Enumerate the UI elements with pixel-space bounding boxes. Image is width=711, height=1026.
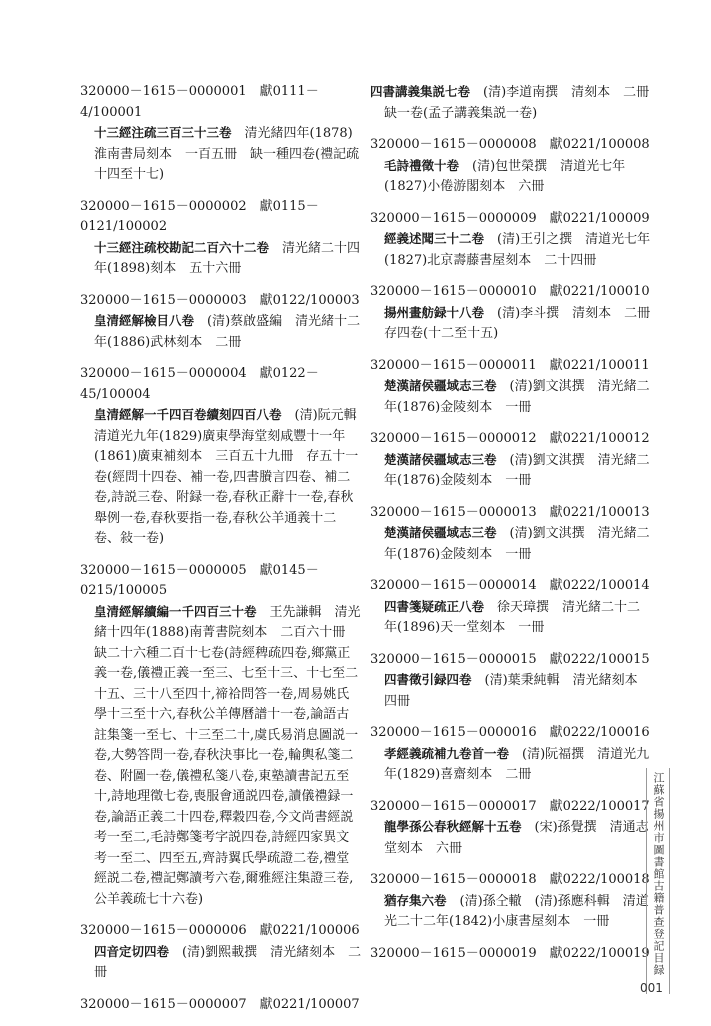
catalog-entry bbox=[80, 197, 362, 280]
entry-title: 四音定切四卷 bbox=[94, 943, 170, 959]
entry-description: 徐天璋撰 清光緒二十二年(1896)天一堂刻本 一冊 bbox=[384, 599, 641, 635]
entry-title: 楚漢諸侯疆域志三卷 bbox=[384, 525, 497, 540]
catalog-entry bbox=[370, 650, 652, 713]
entry-code: 320000－1615－0000002 獻0115－0121/100002 bbox=[80, 198, 319, 234]
entry-description: (清)劉文淇撰 清光緒二年(1876)金陵刻本 一冊 bbox=[384, 452, 650, 488]
catalog-entry bbox=[370, 944, 652, 965]
entry-code: 320000－1615－0000014 獻0222/100014 bbox=[370, 578, 650, 593]
entry-code: 320000－1615－0000011 獻0221/100011 bbox=[370, 357, 650, 373]
entry-code: 320000－1615－0000013 獻0221/100013 bbox=[370, 504, 650, 520]
catalog-entry bbox=[370, 209, 652, 272]
catalog-entry bbox=[370, 82, 663, 124]
entry-code: 320000－1615－0000010 獻0221/100010 bbox=[370, 284, 650, 299]
side-title: 江蘇省揚州市圖書館古籍普查登記目録 bbox=[646, 768, 670, 994]
entry-title: 孝經義疏補九卷首一卷 bbox=[384, 745, 510, 761]
entry-code: 320000－1615－0000019 獻0222/100019 bbox=[370, 945, 650, 961]
entry-description: (清)李道南撰 清刻本 二冊 缺一卷(孟子講義集説一卷) bbox=[384, 85, 663, 121]
entry-title: 十三經注疏校勘記二百六十二卷 bbox=[94, 239, 270, 255]
catalog-entry bbox=[370, 576, 652, 639]
entry-description: 王先謙輯 清光緒十四年(1888)南菁書院刻本 二百六十冊 缺二十六種二百十七卷(詩經稗疏四卷,鄉黨正義一卷,儀禮正義一至三、七至十三、十七至二十五、三十八至四十,禘祫問答一卷,周易姚氏學十三至十六,春秋公羊傳曆譜十一卷,論語古註集箋一至七、十三至二十,虞氏易消息圖説一卷,大勢答問一卷,春秋決事比一卷,輪輿私箋二卷、附圖一卷,儀禮私箋八卷,東塾讀書記五至十,詩地理徵七卷,喪服會通説四卷,讀儀禮録一卷,論語正義二十四卷,釋穀四卷,今文尚書經説考一至二,毛詩鄭箋考字説四卷,詩經四家異文考一至二、四至五,齊詩翼氏學疏證二卷,禮堂經説二卷,禮記鄭讀考六卷,爾雅經注集證三卷,公羊義疏七十六卷) bbox=[94, 604, 361, 907]
entry-description: (清)阮福撰 清道光九年(1829)喜齋刻本 二冊 bbox=[384, 746, 650, 782]
entry-description: (清)葉秉純輯 清光緒刻本 四冊 bbox=[384, 673, 651, 709]
catalog-entry bbox=[370, 723, 652, 786]
catalog-entry bbox=[80, 82, 362, 186]
catalog-entry bbox=[370, 870, 652, 933]
entry-code: 320000－1615－0000004 獻0122－45/100004 bbox=[80, 366, 319, 402]
catalog-entry bbox=[370, 282, 664, 345]
catalog-entry bbox=[370, 429, 652, 492]
catalog-column-left bbox=[80, 82, 370, 1026]
catalog-entry bbox=[370, 135, 652, 198]
entry-description: (清)李斗撰 清刻本 二冊 存四卷(十二至十五) bbox=[384, 305, 664, 341]
entry-title: 皇清經解檢目八卷 bbox=[94, 313, 195, 328]
entry-title: 皇清經解續編一千四百三十卷 bbox=[94, 603, 257, 619]
entry-title: 經義述聞三十二卷 bbox=[384, 231, 485, 246]
page-number: 001 bbox=[640, 981, 663, 995]
entry-title: 十三經注疏三百三十三卷 bbox=[94, 125, 232, 140]
entry-description: (清)劉文淇撰 清光緒二年(1876)金陵刻本 一冊 bbox=[384, 379, 650, 415]
entry-code: 320000－1615－0000003 獻0122/100003 bbox=[80, 292, 360, 308]
catalog-entry bbox=[80, 995, 362, 1016]
catalog-entry bbox=[370, 797, 652, 860]
entry-description: (清)蔡啟盛編 清光緒十二年(1886)武林刻本 二冊 bbox=[94, 314, 361, 350]
entry-code: 320000－1615－0000018 獻0222/100018 bbox=[370, 872, 650, 887]
entry-code: 320000－1615－0000008 獻0221/100008 bbox=[370, 137, 650, 152]
entry-code: 320000－1615－0000006 獻0221/100006 bbox=[80, 923, 360, 938]
entry-description: (清)劉文淇撰 清光緒二年(1876)金陵刻本 一冊 bbox=[384, 526, 650, 562]
entry-title: 皇清經解一千四百卷續刻四百八卷 bbox=[94, 407, 282, 422]
entry-title: 龍學孫公春秋經解十五卷 bbox=[384, 819, 522, 834]
catalog-entry bbox=[80, 921, 362, 984]
entry-code: 320000－1615－0000007 獻0221/100007 bbox=[80, 996, 360, 1012]
catalog-entry bbox=[370, 503, 652, 566]
entry-title: 楚漢諸侯疆域志三卷 bbox=[384, 378, 497, 393]
side-title-band bbox=[644, 768, 670, 1004]
entry-code: 320000－1615－0000012 獻0221/100012 bbox=[370, 431, 650, 446]
watermark-glyph bbox=[648, 690, 670, 760]
entry-title: 毛詩禮徵十卷 bbox=[384, 157, 460, 173]
entry-description: 清光緒二十四年(1898)刻本 五十六冊 bbox=[94, 240, 361, 276]
entry-title: 四書箋疑疏正八卷 bbox=[384, 598, 485, 614]
entry-code: 320000－1615－0000017 獻0222/100017 bbox=[370, 798, 650, 814]
entry-description: 清光緒四年(1878)淮南書局刻本 一百五冊 缺一種四卷(禮記疏十四至十七) bbox=[94, 126, 360, 182]
entry-description: (清)劉熙載撰 清光緒刻本 二冊 bbox=[94, 944, 362, 980]
catalog-entry bbox=[370, 356, 652, 419]
entry-description: (清)孫仝轍 (清)孫應科輯 清道光二十二年(1842)小康書屋刻本 一冊 bbox=[384, 893, 649, 929]
catalog-entry bbox=[80, 561, 362, 911]
entry-code: 320000－1615－0000009 獻0221/100009 bbox=[370, 210, 650, 226]
entry-code: 320000－1615－0000015 獻0222/100015 bbox=[370, 651, 650, 667]
entry-code: 320000－1615－0000001 獻0111－4/100001 bbox=[80, 84, 319, 120]
entry-description: (宋)孫覺撰 清通志堂刻本 六冊 bbox=[384, 820, 649, 856]
catalog-entry bbox=[80, 291, 362, 354]
entry-description: (清)王引之撰 清道光七年(1827)北京壽藤書屋刻本 二十四冊 bbox=[384, 232, 651, 268]
entry-title: 揚州畫舫録十八卷 bbox=[384, 304, 485, 320]
entry-title: 四書徵引録四卷 bbox=[384, 672, 472, 687]
entry-code: 320000－1615－0000016 獻0222/100016 bbox=[370, 725, 650, 740]
entry-title: 楚漢諸侯疆域志三卷 bbox=[384, 451, 497, 467]
entry-code: 320000－1615－0000005 獻0145－0215/100005 bbox=[80, 562, 319, 598]
entry-description: (清)阮元輯 清道光九年(1829)廣東學海堂刻咸豐十一年(1861)廣東補刻本 三百五十九冊 存五十一卷(經問十四卷、補一卷,四書賸言四卷、補二卷,詩説三卷、附録一卷,春秋正辭十一卷,春秋舉例一卷,春秋要指一卷,春秋公羊通義十二卷、敍一卷) bbox=[94, 408, 370, 546]
entry-title: 四書講義集説七卷 bbox=[370, 84, 471, 99]
entry-description: (清)包世榮撰 清道光七年(1827)小倦游閣刻本 六冊 bbox=[384, 158, 626, 194]
catalog-entry bbox=[80, 364, 370, 550]
entry-title: 猶存集六卷 bbox=[384, 892, 447, 908]
